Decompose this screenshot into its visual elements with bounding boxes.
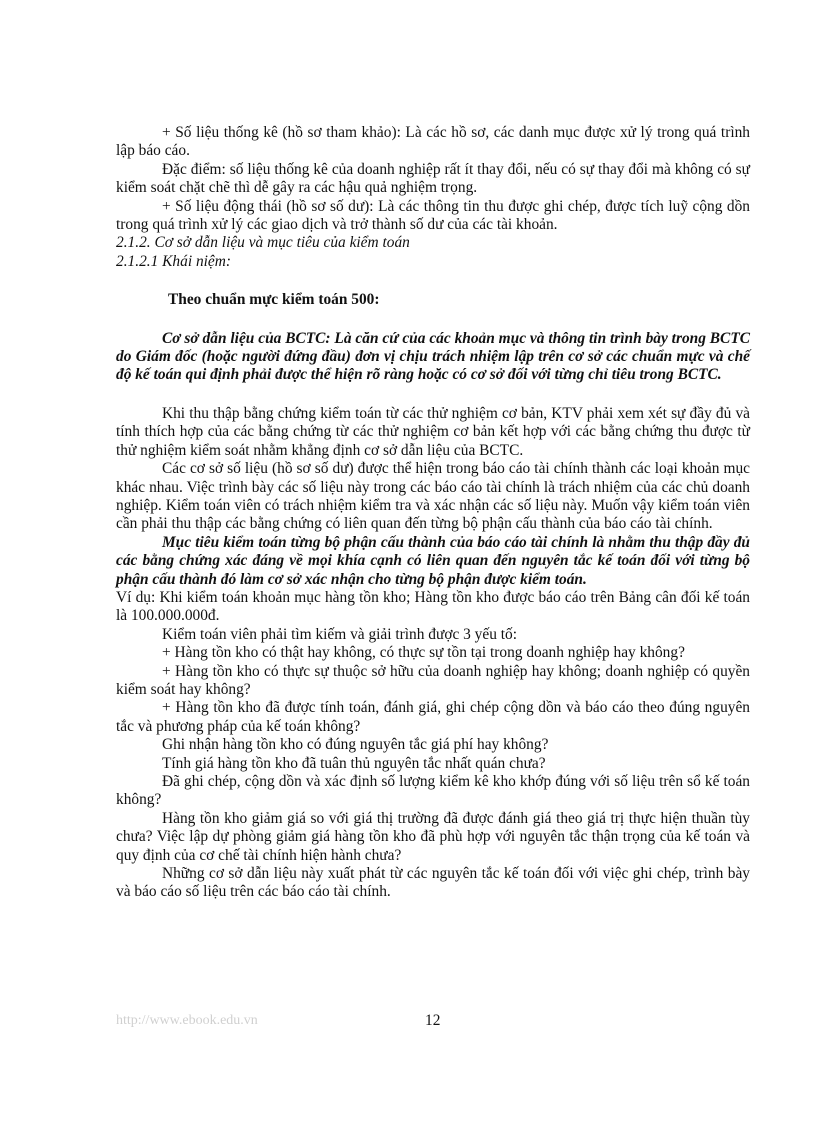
question-consistency: Tính giá hàng tồn kho đã tuân thủ nguyên tắc nhất quán chưa?	[162, 754, 546, 772]
section-heading-2-1-2-1: 2.1.2.1 Khái niệm:	[116, 252, 231, 270]
spacer	[116, 271, 750, 291]
spacer	[116, 310, 750, 330]
paragraph-three-factors: Kiểm toán viên phải tìm kiếm và giải trình được 3 yếu tố:	[162, 625, 517, 643]
paragraph-audit-objective: Mục tiêu kiểm toán từng bộ phận cấu thành của báo cáo tài chính là nhằm thu thập đầy đủ các bằng chứng xác đáng về mọi khía cạnh có liên quan đến nguyên tắc kế toán đối với từng bộ phận cấu thành đó làm cơ sở xác nhận cho từng bộ phận được kiểm toán.	[116, 533, 750, 588]
paragraph-dynamic-data: + Số liệu động thái (hồ sơ số dư): Là các thông tin thu được ghi chép, được tích luỹ cộng dồn trong quá trình xử lý các giao dịch và trở thành số dư của các tài khoản.	[116, 197, 750, 234]
section-heading-2-1-2: 2.1.2. Cơ sở dẫn liệu và mục tiêu của kiểm toán	[116, 234, 410, 252]
question-market-value: Hàng tồn kho giảm giá so với giá thị trường đã được đánh giá theo giá trị thực hiện thuần tùy chưa? Việc lập dự phòng giảm giá hàng tồn kho đã phù hợp với nguyên tắc thận trọng của kế toán và quy định của cơ chế tài chính hiện hành chưa?	[116, 809, 750, 864]
paragraph-characteristics: Đặc điểm: số liệu thống kê của doanh nghiệp rất ít thay đổi, nếu có sự thay đổi mà không có sự kiểm soát chặt chẽ thì dễ gây ra các hậu quả nghiệm trọng.	[116, 160, 750, 197]
definition-paragraph: Cơ sở dẫn liệu của BCTC: Là căn cứ của các khoản mục và thông tin trình bày trong BCTC do Giám đốc (hoặc người đứng đầu) đơn vị chịu trách nhiệm lập trên cơ sở các chuẩn mực và chế độ kế toán qui định phải được thể hiện rõ ràng hoặc có cơ sở đối với từng chỉ tiêu trong BCTC.	[116, 329, 750, 384]
list-item-existence: + Hàng tồn kho có thật hay không, có thực sự tồn tại trong doanh nghiệp hay không?	[162, 644, 685, 662]
paragraph-statistical-data: + Số liệu thống kê (hồ sơ tham khảo): Là các hồ sơ, các danh mục được xử lý trong quá trình lập báo cáo.	[116, 124, 750, 160]
spacer	[116, 385, 750, 405]
list-item-ownership: + Hàng tồn kho có thực sự thuộc sở hữu của doanh nghiệp hay không; doanh nghiệp có quyền kiểm soát hay không?	[116, 662, 750, 698]
question-stock-count: Đã ghi chép, cộng dồn và xác định số lượng kiểm kê kho khớp đúng với số liệu trên sổ kế toán không?	[116, 773, 750, 809]
question-cost-principle: Ghi nhận hàng tồn kho có đúng nguyên tắc giá phí hay không?	[162, 736, 549, 754]
paragraph-data-bases: Các cơ sở số liệu (hồ sơ số dư) được thể hiện trong báo cáo tài chính thành các loại khoản mục khác nhau. Việc trình bày các số liệu này trong các báo cáo tài chính là trách nhiệm của các chủ doanh nghiệp. Kiểm toán viên có trách nhiệm kiểm tra và xác nhận các số liệu này. Muốn vậy kiểm toán viên cần phải thu thập các bằng chứng có liên quan đến từng bộ phận cấu thành của báo cáo tài chính.	[116, 460, 750, 533]
list-item-valuation: + Hàng tồn kho đã được tính toán, đánh giá, ghi chép cộng dồn và báo cáo theo đúng nguyên tắc và phương pháp của kế toán không?	[116, 699, 750, 735]
footer-url: http://www.ebook.edu.vn	[116, 1013, 258, 1028]
document-body	[116, 124, 750, 902]
standard-500-heading: Theo chuẩn mực kiểm toán 500:	[168, 291, 380, 309]
paragraph-example: Ví dụ: Khi kiểm toán khoản mục hàng tồn kho; Hàng tồn kho được báo cáo trên Bảng cân đối kế toán là 100.000.000đ.	[116, 588, 750, 625]
paragraph-conclusion: Những cơ sở dẫn liệu này xuất phát từ các nguyên tắc kế toán đối với việc ghi chép, trình bày và báo cáo số liệu trên các báo cáo tài chính.	[116, 865, 750, 901]
page-footer	[116, 1012, 750, 1032]
paragraph-evidence-collection: Khi thu thập bằng chứng kiểm toán từ các thử nghiệm cơ bản, KTV phải xem xét sự đầy đủ và tính thích hợp của các bằng chứng từ các thử nghiệm cơ bản kết hợp với các bằng chứng thu được từ thử nghiệm kiểm soát nhằm khẳng định cơ sở dẫn liệu của BCTC.	[116, 404, 750, 459]
page-number: 12	[425, 1012, 441, 1029]
